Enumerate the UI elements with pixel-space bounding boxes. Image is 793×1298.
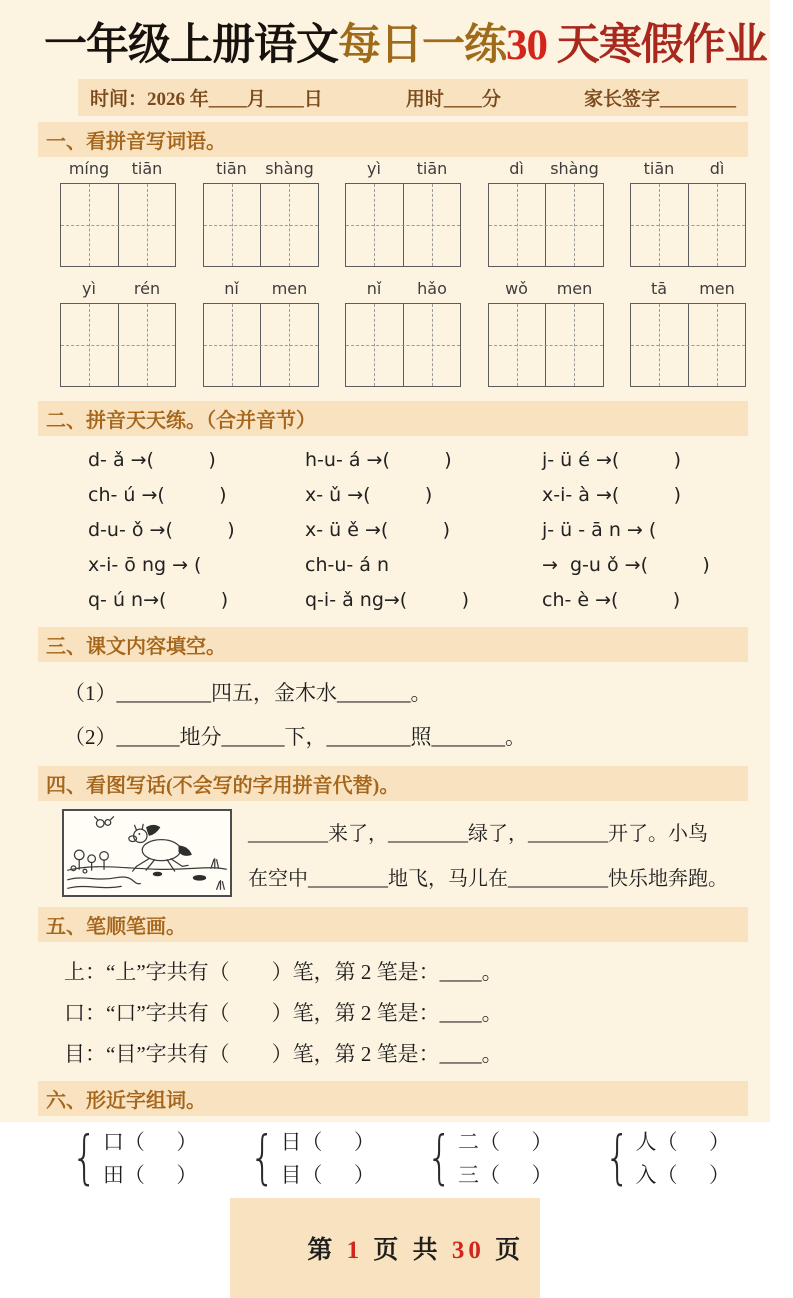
brace-icon (604, 1128, 630, 1186)
brace-icon (427, 1128, 453, 1186)
pinyin-labels (60, 279, 176, 303)
merge-item: x-i- à →( ) (542, 483, 682, 506)
fill-line: 在空中________地飞，马儿在__________快乐地奔跑。 (248, 868, 728, 891)
section1-header: 一、看拼音写词语。 (38, 122, 748, 157)
char-line: 口（ ） (102, 1129, 198, 1154)
merge-row (88, 477, 760, 512)
tianzi-grid (488, 303, 604, 387)
pinyin-box-row (60, 159, 746, 267)
grid-cell (61, 304, 118, 386)
stroke-order-lines (64, 950, 760, 1073)
pinyin-labels (630, 159, 746, 183)
pinyin-syllable: shàng (265, 159, 314, 179)
group-chars (280, 1124, 375, 1190)
group-chars (636, 1124, 731, 1190)
pinyin-syllable: yì (367, 159, 381, 179)
grid-cell (489, 304, 546, 386)
fill-line: （1）_________四五，金木水_______。 (64, 681, 432, 706)
writing-box-group (345, 279, 461, 387)
tianzi-grid (630, 183, 746, 267)
fill-line: ________来了，________绿了，________开了。小鸟 (248, 823, 708, 846)
merge-item: x- ü ě →( ) (305, 518, 451, 541)
char-line: 田（ ） (102, 1162, 198, 1187)
section6-header: 六、形近字组词。 (38, 1081, 748, 1116)
tianzi-grid (60, 303, 176, 387)
pinyin-syllable: tā (650, 279, 668, 299)
pinyin-labels (345, 279, 461, 303)
merge-item: ch-u- á n (305, 553, 390, 576)
pinyin-syllable: tiān (416, 159, 448, 179)
tianzi-grid (345, 303, 461, 387)
merge-row (88, 512, 760, 547)
pinyin-syllable: yì (82, 279, 96, 299)
char-line: 目（ ） (280, 1162, 375, 1187)
horse-drawing-image (62, 809, 232, 897)
tianzi-grid (345, 183, 461, 267)
pinyin-syllable: men (556, 279, 593, 299)
writing-box-group (488, 159, 604, 267)
title-course: 一年级上册语文 (44, 22, 338, 69)
grid-cell (118, 304, 176, 386)
merge-row (88, 547, 760, 582)
merge-item: ch- ú →( ) (88, 483, 227, 506)
merge-row (88, 442, 760, 477)
brace-group (421, 1124, 552, 1190)
char-line: 三（ ） (457, 1162, 553, 1187)
pinyin-syllable: rén (133, 279, 161, 299)
merge-item: ch- è →( ) (542, 588, 681, 611)
merge-item: j- ü - ā n → ( (542, 518, 657, 541)
picture-writing-body (62, 809, 760, 899)
grid-cell (204, 304, 261, 386)
pinyin-syllable: wǒ (505, 279, 528, 299)
stroke-line: 目：“目”字共有（ ）笔，第 2 笔是：____。 (64, 1041, 503, 1066)
pinyin-syllable: tiān (643, 159, 675, 179)
grid-cell (403, 184, 461, 266)
merge-item: d-u- ǒ →( ) (88, 518, 235, 541)
writing-box-group (203, 279, 319, 387)
fill-line: （2）______地分______下，________照_______。 (64, 725, 526, 750)
section5-header: 五、笔顺笔画。 (38, 907, 748, 942)
grid-cell (403, 304, 461, 386)
pinyin-labels (203, 279, 319, 303)
pinyin-syllable: míng (68, 159, 110, 179)
writing-box-group (60, 159, 176, 267)
brace-group (66, 1124, 197, 1190)
char-line: 日（ ） (280, 1129, 375, 1154)
section3-header: 三、课文内容填空。 (38, 627, 748, 662)
pinyin-labels (488, 279, 604, 303)
tianzi-grid (630, 303, 746, 387)
stroke-line: 口：“口”字共有（ ）笔，第 2 笔是：____。 (64, 1000, 503, 1025)
pinyin-syllable: dì (709, 159, 725, 179)
char-line: 二（ ） (457, 1129, 553, 1154)
grid-cell (631, 304, 688, 386)
grid-cell (545, 184, 603, 266)
title-homework: 天寒假作业 (556, 22, 767, 69)
pinyin-syllable: shàng (550, 159, 599, 179)
char-line: 人（ ） (635, 1129, 730, 1154)
meta-parent-signature: 家长签字________ (583, 89, 736, 111)
grid-cell (260, 184, 318, 266)
group-chars (458, 1124, 553, 1190)
brace-group (244, 1124, 375, 1190)
merge-item: h-u- á →( ) (305, 448, 452, 471)
footer-area (0, 1198, 770, 1298)
grid-cell (688, 184, 746, 266)
brace-group (599, 1124, 730, 1190)
writing-box-group (203, 159, 319, 267)
pinyin-syllable: hǎo (417, 279, 447, 299)
meta-duration: 用时____分 (405, 89, 501, 111)
pinyin-syllable: men (699, 279, 735, 299)
tianzi-grid (60, 183, 176, 267)
pinyin-box-row (60, 279, 746, 387)
grid-cell (118, 184, 176, 266)
title-series: 每日一练 (338, 22, 506, 69)
merge-item: j- ü é →( ) (542, 448, 682, 471)
pinyin-syllable: nǐ (224, 279, 239, 299)
footer-prefix: 第 (307, 1237, 347, 1265)
brace-icon (249, 1128, 275, 1186)
footer-mid: 页 共 (363, 1237, 452, 1265)
footer-current-page: 1 (346, 1237, 364, 1265)
pinyin-labels (203, 159, 319, 183)
pinyin-labels (345, 159, 461, 183)
grid-cell (346, 184, 403, 266)
meta-date: 时间：2026 年____月____日 (90, 89, 323, 111)
pinyin-labels (60, 159, 176, 183)
writing-box-group (488, 279, 604, 387)
horse-drawing-svg (64, 811, 230, 895)
section2-header: 二、拼音天天练。（合并音节） (38, 401, 748, 436)
syllable-merge-exercises (88, 442, 760, 617)
grid-cell (545, 304, 603, 386)
grid-cell (61, 184, 118, 266)
brace-icon (72, 1128, 98, 1186)
merge-item: q- ú n→( ) (88, 588, 229, 611)
grid-cell (204, 184, 261, 266)
title-days-number: 30 (506, 22, 557, 69)
stroke-line: 上：“上”字共有（ ）笔，第 2 笔是：____。 (64, 959, 503, 984)
tianzi-grid (203, 303, 319, 387)
writing-box-group (60, 279, 176, 387)
pinyin-syllable: tiān (131, 159, 163, 179)
merge-item: q-i- ǎ ng→( ) (305, 588, 469, 611)
grid-cell (489, 184, 546, 266)
section4-header: 四、看图写话(不会写的字用拼音代替)。 (38, 766, 748, 801)
pinyin-syllable: tiān (216, 159, 247, 179)
page-number-footer (230, 1198, 540, 1298)
writing-box-group (345, 159, 461, 267)
similar-character-groups (66, 1124, 730, 1190)
pinyin-syllable: nǐ (366, 279, 382, 299)
writing-box-group (630, 279, 746, 387)
footer-total-pages: 30 (451, 1237, 485, 1265)
merge-item: d- ǎ →( ) (88, 448, 216, 471)
meta-row (78, 79, 748, 116)
writing-box-group (630, 159, 746, 267)
grid-cell (260, 304, 318, 386)
grid-cell (346, 304, 403, 386)
char-line: 入（ ） (635, 1162, 730, 1187)
tianzi-grid (203, 183, 319, 267)
merge-item: x-i- ō ng → ( (88, 553, 202, 576)
pinyin-syllable: dì (509, 159, 524, 179)
tianzi-grid (488, 183, 604, 267)
pinyin-labels (630, 279, 746, 303)
merge-item: x- ǔ →( ) (305, 483, 433, 506)
fill-in-blank-lines (64, 670, 760, 758)
merge-row (88, 582, 760, 617)
grid-cell (688, 304, 746, 386)
footer-suffix: 页 (484, 1237, 525, 1265)
pinyin-labels (488, 159, 604, 183)
picture-writing-text (248, 809, 728, 899)
merge-item: → g-u ǒ →( ) (542, 553, 710, 576)
group-chars (103, 1124, 198, 1190)
page-title (44, 22, 770, 69)
grid-cell (631, 184, 688, 266)
pinyin-syllable: men (271, 279, 308, 299)
